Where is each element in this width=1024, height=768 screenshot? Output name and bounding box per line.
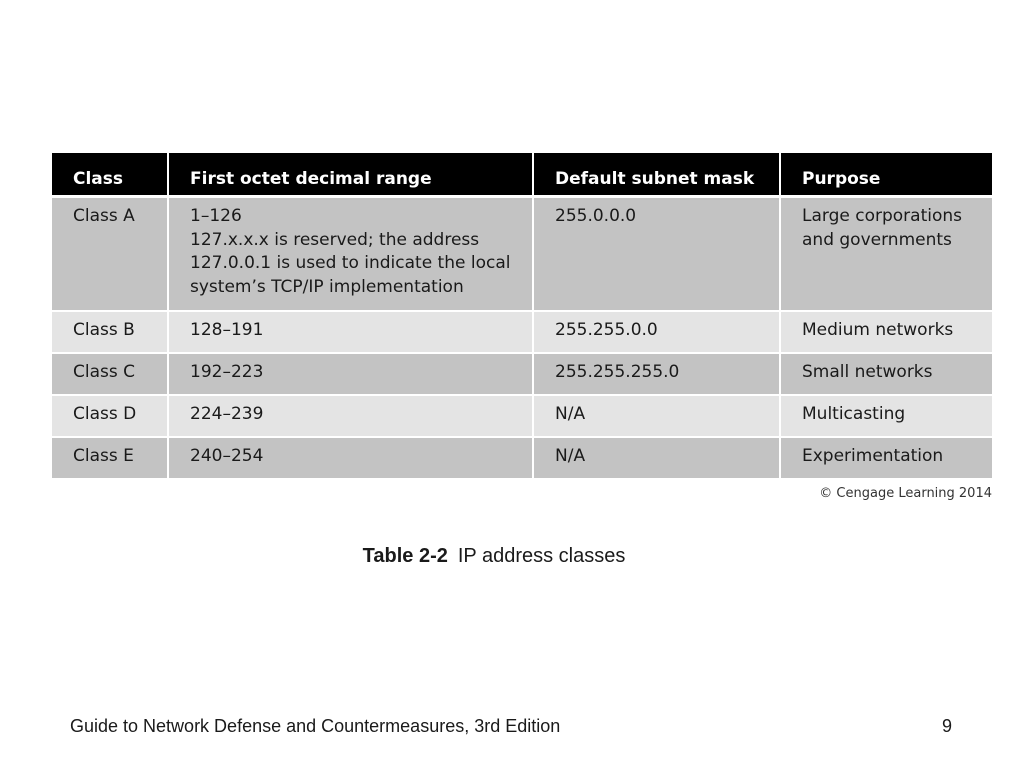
cell-purpose: Large corporations and governments [781, 195, 992, 310]
header-first-octet-range: First octet decimal range [169, 153, 534, 195]
cell-purpose: Multicasting [781, 394, 992, 436]
cell-purpose: Medium networks [781, 310, 992, 352]
header-purpose: Purpose [781, 153, 992, 195]
cell-mask: 255.255.0.0 [534, 310, 781, 352]
cell-purpose: Experimentation [781, 436, 992, 478]
header-default-subnet-mask: Default subnet mask [534, 153, 781, 195]
cell-class: Class E [52, 436, 169, 478]
ip-class-table [52, 153, 992, 478]
cell-range: 128–191 [169, 310, 534, 352]
page-number: 9 [942, 716, 953, 736]
caption-text: IP address classes [457, 545, 626, 567]
copyright-credit: © Cengage Learning 2014 [819, 486, 992, 501]
cell-class: Class B [52, 310, 169, 352]
header-class: Class [52, 153, 169, 195]
cell-class: Class D [52, 394, 169, 436]
cell-range: 1–126 127.x.x.x is reserved; the address 127.0.0.1 is used to indicate the local system’s TCP/IP implementation [169, 195, 534, 310]
cell-mask: 255.0.0.0 [534, 195, 781, 310]
cell-mask: N/A [534, 436, 781, 478]
cell-mask: N/A [534, 394, 781, 436]
cell-purpose: Small networks [781, 352, 992, 394]
footer-book-title: Guide to Network Defense and Countermeasures, 3rd Edition [70, 716, 561, 736]
cell-class: Class A [52, 195, 169, 310]
caption-label: Table 2-2 [362, 545, 448, 567]
cell-class: Class C [52, 352, 169, 394]
cell-range: 240–254 [169, 436, 534, 478]
cell-range: 192–223 [169, 352, 534, 394]
cell-mask: 255.255.255.0 [534, 352, 781, 394]
table-caption [0, 545, 988, 568]
cell-range: 224–239 [169, 394, 534, 436]
